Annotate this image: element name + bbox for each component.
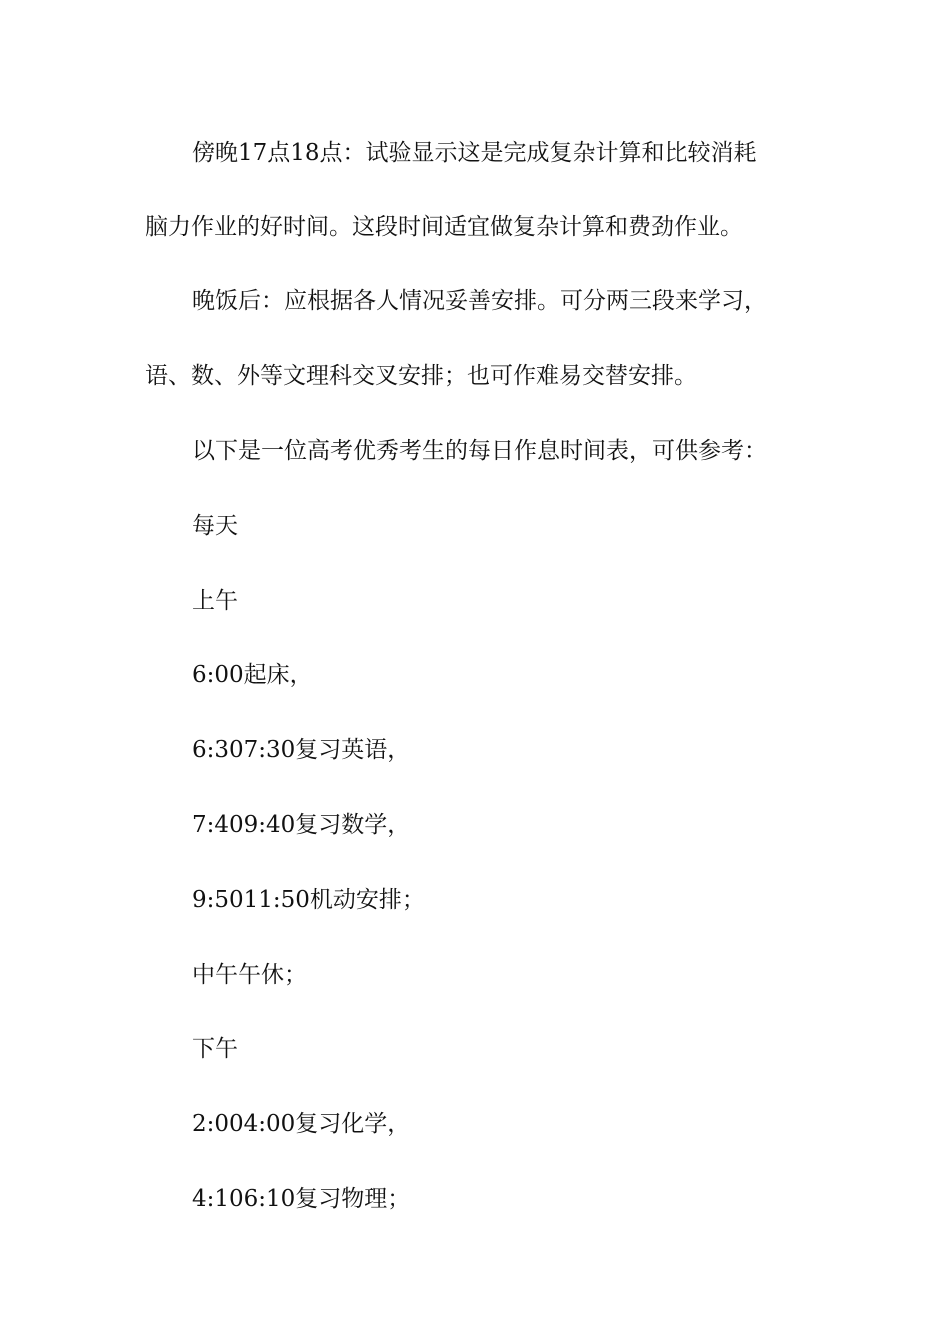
paragraph-after-dinner-line-2: 语、数、外等文理科交叉安排；也可作难易交替安排。: [145, 363, 697, 389]
schedule-item-math: 7:409:40复习数学，: [192, 812, 411, 838]
schedule-daily-heading: 每天: [192, 513, 238, 539]
paragraph-evening-line-1: 傍晚17点18点：试验显示这是完成复杂计算和比较消耗: [192, 140, 757, 166]
schedule-morning-heading: 上午: [192, 588, 238, 614]
schedule-item-chemistry: 2:004:00复习化学，: [192, 1111, 411, 1137]
schedule-item-english: 6:307:30复习英语，: [192, 737, 411, 763]
schedule-item-wake-up: 6:00起床，: [192, 662, 313, 688]
paragraph-after-dinner-line-1: 晚饭后：应根据各人情况妥善安排。可分两三段来学习，: [192, 288, 767, 314]
paragraph-evening-line-2: 脑力作业的好时间。这段时间适宜做复杂计算和费劲作业。: [145, 214, 743, 240]
schedule-item-noon-rest: 中午午休；: [192, 962, 307, 988]
schedule-item-physics: 4:106:10复习物理；: [192, 1186, 411, 1212]
paragraph-schedule-intro: 以下是一位高考优秀考生的每日作息时间表，可供参考：: [192, 438, 767, 464]
schedule-afternoon-heading: 下午: [192, 1036, 238, 1062]
schedule-item-flexible: 9:5011:50机动安排；: [192, 887, 425, 913]
